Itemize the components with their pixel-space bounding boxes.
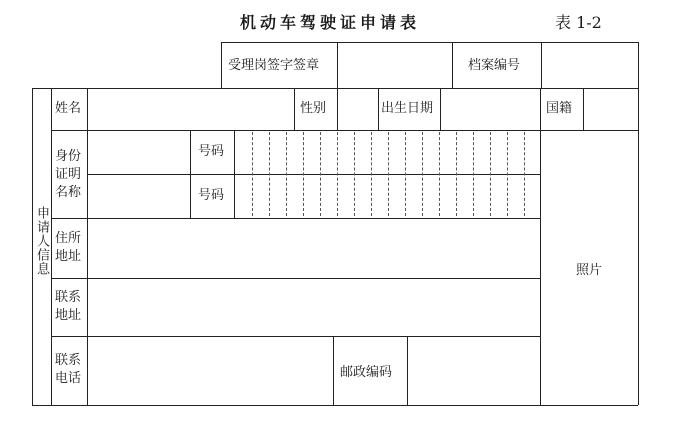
id-divider-number-label [190,130,191,218]
postal-code-label: 邮政编码 [340,365,393,380]
id-document-name-field-1[interactable] [88,131,190,174]
name-label: 姓名 [55,101,82,116]
form-title: 机动车驾驶证申请表 [239,13,420,32]
header-left-border [221,42,222,88]
signature-field[interactable] [338,43,452,88]
id-number-field-2[interactable] [235,175,540,218]
id-document-name-field-2[interactable] [88,175,190,218]
main-right-border [638,88,639,405]
id-number-field-1[interactable] [235,131,540,174]
contact-address-label: 联系地址 [55,290,82,323]
photo-label: 照片 [576,263,603,278]
table-number: 表 1-2 [555,13,602,32]
birth-date-field[interactable] [441,89,540,130]
id-number-label-2: 号码 [198,188,225,203]
gender-field[interactable] [338,89,378,130]
contact-phone-field[interactable] [88,337,333,405]
postal-code-field[interactable] [408,337,540,405]
contact-address-field[interactable] [88,279,540,336]
nationality-field[interactable] [584,89,638,130]
archive-number-label: 档案编号 [468,58,521,73]
section-label-applicant-info: 申请人信息 [34,206,49,276]
residence-address-label: 住所地址 [55,231,82,264]
signature-label: 受理岗签字签章 [228,58,320,73]
photo-area[interactable] [541,131,638,405]
header-divider-2 [452,42,453,88]
contact-phone-label: 联系电话 [55,353,82,386]
section-column-divider [51,88,52,405]
archive-number-field[interactable] [542,43,638,88]
id-document-label: 身份证明名称 [55,149,82,200]
birth-date-label: 出生日期 [381,101,434,116]
row1-divider-birth-label [378,88,379,130]
main-left-border [32,88,33,405]
nationality-label: 国籍 [546,101,573,116]
id-number-label-1: 号码 [198,144,225,159]
residence-address-field[interactable] [88,219,540,278]
phone-divider [333,336,334,405]
main-bottom-border [32,405,638,406]
header-right-border [638,42,639,88]
gender-label: 性别 [300,101,327,116]
row1-divider-gender-label [294,88,295,130]
name-field[interactable] [88,89,294,130]
